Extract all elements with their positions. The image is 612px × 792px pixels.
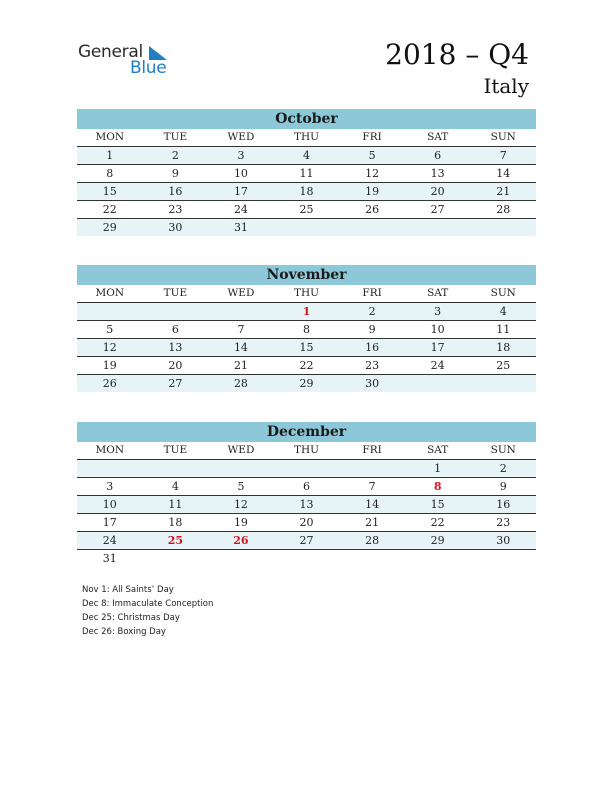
empty-day-cell [208, 550, 274, 567]
weekday-label: TUE [163, 287, 188, 299]
day-cell: 25 [167, 534, 184, 547]
week-row [77, 321, 536, 339]
day-cell: 5 [237, 480, 245, 493]
week-row [77, 550, 536, 567]
day-cell: 21 [496, 185, 511, 198]
day-cell: 13 [430, 167, 445, 180]
day-cell: 15 [299, 341, 314, 354]
day-cell: 10 [102, 498, 117, 511]
day-cell: 21 [233, 359, 248, 372]
day-cell: 17 [102, 516, 117, 529]
logo-word-general: General [78, 42, 143, 62]
day-cell: 25 [299, 203, 314, 216]
weekday-label: WED [227, 444, 255, 456]
week-row [77, 339, 536, 357]
day-cell: 4 [171, 480, 179, 493]
week-row [77, 514, 536, 532]
week-row [77, 147, 536, 165]
day-cell: 13 [299, 498, 314, 511]
day-cell: 2 [368, 305, 376, 318]
weekday-label: SUN [490, 444, 516, 456]
empty-day-cell [405, 375, 471, 392]
day-cell: 9 [368, 323, 376, 336]
day-cell: 2 [499, 462, 507, 475]
holiday-notes [82, 583, 213, 639]
weekday-header-row [77, 285, 536, 303]
day-cell: 9 [499, 480, 507, 493]
day-cell: 8 [433, 480, 442, 493]
day-cell: 22 [299, 359, 314, 372]
week-row [77, 357, 536, 375]
day-cell: 4 [499, 305, 507, 318]
day-cell: 27 [168, 377, 183, 390]
day-cell: 7 [368, 480, 376, 493]
day-cell: 1 [302, 305, 311, 318]
day-cell: 12 [365, 167, 380, 180]
day-cell: 16 [365, 341, 380, 354]
day-cell: 7 [237, 323, 245, 336]
weekday-label: SUN [490, 287, 516, 299]
weekday-label: TUE [163, 444, 188, 456]
weekday-label: THU [294, 444, 320, 456]
day-cell: 12 [102, 341, 117, 354]
day-cell: 16 [168, 185, 183, 198]
day-cell: 20 [168, 359, 183, 372]
day-cell: 24 [430, 359, 445, 372]
empty-day-cell [405, 219, 471, 236]
day-cell: 8 [303, 323, 311, 336]
day-cell: 20 [430, 185, 445, 198]
holiday-note: Dec 8: Immaculate Conception [82, 599, 214, 609]
day-cell: 1 [106, 149, 114, 162]
day-cell: 14 [365, 498, 380, 511]
day-cell: 19 [102, 359, 117, 372]
day-cell: 5 [106, 323, 114, 336]
empty-day-cell [470, 219, 536, 236]
empty-day-cell [405, 550, 471, 567]
weekday-label: MON [95, 444, 125, 456]
day-cell: 3 [434, 305, 442, 318]
empty-day-cell [77, 460, 143, 477]
day-cell: 11 [496, 323, 511, 336]
weekday-label: WED [227, 287, 255, 299]
month-november [77, 265, 536, 392]
empty-day-cell [274, 219, 340, 236]
day-cell: 7 [499, 149, 507, 162]
day-cell: 30 [496, 534, 511, 547]
month-header: December [77, 422, 536, 442]
day-cell: 23 [365, 359, 380, 372]
week-row [77, 165, 536, 183]
day-cell: 19 [233, 516, 248, 529]
week-row [77, 460, 536, 478]
weekday-label: SAT [427, 444, 449, 456]
day-cell: 1 [434, 462, 442, 475]
empty-day-cell [143, 460, 209, 477]
week-row [77, 183, 536, 201]
weekday-label: THU [294, 131, 320, 143]
day-cell: 4 [303, 149, 311, 162]
weekday-label: WED [227, 131, 255, 143]
day-cell: 28 [233, 377, 248, 390]
empty-day-cell [143, 303, 209, 320]
day-cell: 5 [368, 149, 376, 162]
day-cell: 26 [365, 203, 380, 216]
day-cell: 22 [102, 203, 117, 216]
weekday-label: MON [95, 131, 125, 143]
week-row [77, 478, 536, 496]
day-cell: 25 [496, 359, 511, 372]
empty-day-cell [470, 375, 536, 392]
day-cell: 28 [496, 203, 511, 216]
day-cell: 29 [299, 377, 314, 390]
weekday-label: THU [294, 287, 320, 299]
day-cell: 18 [299, 185, 314, 198]
day-cell: 28 [365, 534, 380, 547]
day-cell: 11 [299, 167, 314, 180]
weekday-header-row [77, 442, 536, 460]
day-cell: 16 [496, 498, 511, 511]
weekday-label: MON [95, 287, 125, 299]
day-cell: 27 [299, 534, 314, 547]
day-cell: 20 [299, 516, 314, 529]
week-row [77, 303, 536, 321]
day-cell: 18 [496, 341, 511, 354]
month-october [77, 109, 536, 236]
empty-day-cell [339, 460, 405, 477]
logo [78, 40, 178, 80]
empty-day-cell [274, 550, 340, 567]
day-cell: 19 [365, 185, 380, 198]
holiday-note: Nov 1: All Saints’ Day [82, 585, 174, 595]
day-cell: 15 [430, 498, 445, 511]
day-cell: 13 [168, 341, 183, 354]
day-cell: 12 [233, 498, 248, 511]
weekday-label: TUE [163, 131, 188, 143]
day-cell: 6 [171, 323, 179, 336]
week-row [77, 496, 536, 514]
weekday-label: FRI [362, 131, 382, 143]
empty-day-cell [274, 460, 340, 477]
day-cell: 21 [365, 516, 380, 529]
week-row [77, 375, 536, 392]
holiday-note: Dec 26: Boxing Day [82, 627, 166, 637]
day-cell: 15 [102, 185, 117, 198]
weekday-label: FRI [362, 287, 382, 299]
country-name: Italy [483, 74, 529, 98]
empty-day-cell [77, 303, 143, 320]
empty-day-cell [339, 550, 405, 567]
day-cell: 17 [430, 341, 445, 354]
empty-day-cell [470, 550, 536, 567]
day-cell: 3 [237, 149, 245, 162]
day-cell: 29 [430, 534, 445, 547]
empty-day-cell [339, 219, 405, 236]
day-cell: 2 [171, 149, 179, 162]
weekday-label: SAT [427, 287, 449, 299]
day-cell: 10 [430, 323, 445, 336]
week-row [77, 219, 536, 236]
logo-word-blue: Blue [130, 58, 167, 78]
holiday-note: Dec 25: Christmas Day [82, 613, 180, 623]
day-cell: 30 [168, 221, 183, 234]
day-cell: 24 [102, 534, 117, 547]
weekday-header-row [77, 129, 536, 147]
page-title: 2018 – Q4 [385, 38, 529, 71]
empty-day-cell [208, 460, 274, 477]
day-cell: 14 [233, 341, 248, 354]
day-cell: 26 [102, 377, 117, 390]
day-cell: 8 [106, 167, 114, 180]
day-cell: 27 [430, 203, 445, 216]
day-cell: 6 [303, 480, 311, 493]
month-header: November [77, 265, 536, 285]
day-cell: 17 [233, 185, 248, 198]
day-cell: 18 [168, 516, 183, 529]
month-december [77, 422, 536, 567]
day-cell: 23 [168, 203, 183, 216]
day-cell: 10 [233, 167, 248, 180]
day-cell: 14 [496, 167, 511, 180]
week-row [77, 532, 536, 550]
day-cell: 30 [365, 377, 380, 390]
day-cell: 3 [106, 480, 114, 493]
weekday-label: SAT [427, 131, 449, 143]
empty-day-cell [143, 550, 209, 567]
day-cell: 22 [430, 516, 445, 529]
day-cell: 6 [434, 149, 442, 162]
empty-day-cell [208, 303, 274, 320]
day-cell: 31 [102, 552, 117, 565]
day-cell: 11 [168, 498, 183, 511]
week-row [77, 201, 536, 219]
day-cell: 26 [233, 534, 249, 547]
day-cell: 24 [233, 203, 248, 216]
weekday-label: FRI [362, 444, 382, 456]
day-cell: 31 [233, 221, 248, 234]
day-cell: 29 [102, 221, 117, 234]
month-header: October [77, 109, 536, 129]
day-cell: 23 [496, 516, 511, 529]
weekday-label: SUN [490, 131, 516, 143]
day-cell: 9 [171, 167, 179, 180]
